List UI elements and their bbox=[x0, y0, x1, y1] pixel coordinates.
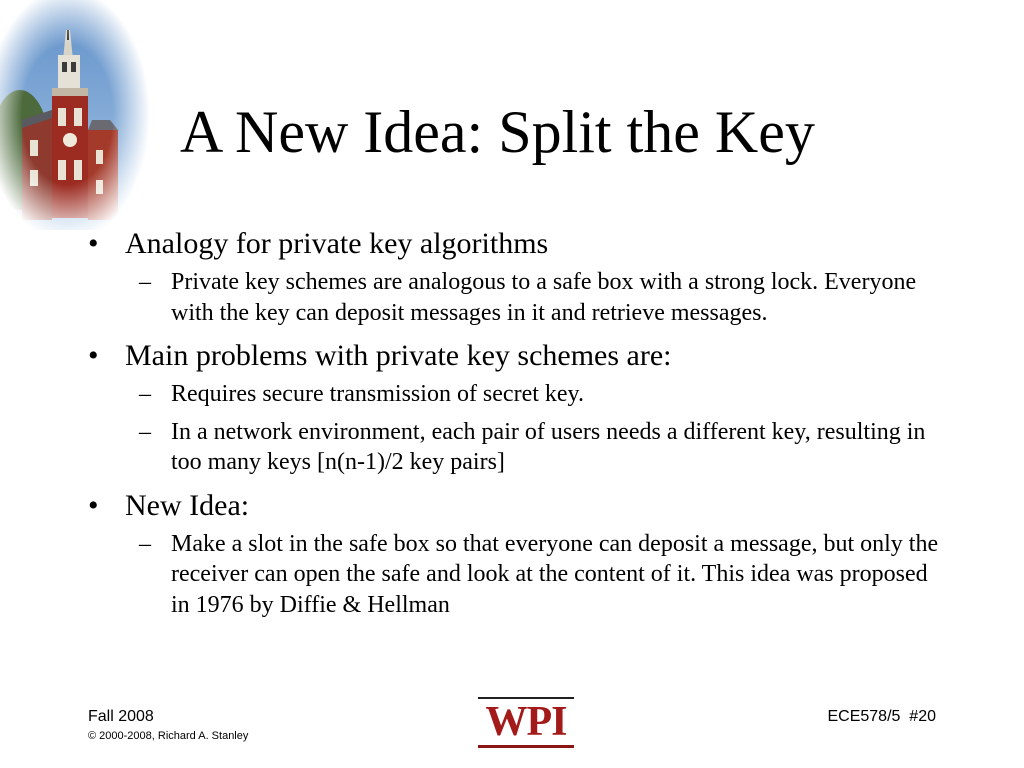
sub-bullet-dash: – bbox=[139, 418, 151, 445]
footer-left bbox=[88, 707, 248, 744]
clock-tower-photo bbox=[0, 0, 150, 230]
bullet-dot: • bbox=[88, 339, 99, 372]
bullet-dot: • bbox=[88, 227, 99, 260]
bullet-text: Main problems with private key schemes are: bbox=[125, 339, 672, 372]
sub-bullet-item bbox=[139, 529, 948, 621]
footer-term: Fall 2008 bbox=[88, 708, 154, 725]
bullet-item bbox=[88, 226, 948, 262]
sub-bullet-item bbox=[139, 417, 948, 478]
wpi-logo bbox=[478, 697, 574, 753]
footer-copyright: © 2000-2008, Richard A. Stanley bbox=[88, 730, 249, 742]
bullet-item bbox=[88, 488, 948, 524]
sub-bullet-dash: – bbox=[139, 269, 151, 295]
bullet-list bbox=[88, 226, 948, 620]
footer-course: ECE578/5 bbox=[827, 708, 901, 725]
bullet-text: New Idea: bbox=[125, 488, 250, 522]
sub-bullet-item bbox=[139, 267, 948, 328]
sub-bullet-item bbox=[139, 379, 948, 410]
sub-bullet-dash: – bbox=[139, 381, 151, 407]
sub-bullet-dash: – bbox=[139, 530, 151, 557]
logo-bottom-rule bbox=[478, 745, 574, 748]
slide-title: A New Idea: Split the Key bbox=[180, 99, 815, 165]
logo-wordmark: WPI bbox=[485, 699, 567, 745]
footer-right bbox=[827, 707, 936, 727]
bullet-dot: • bbox=[88, 488, 99, 522]
sub-bullet-text: Make a slot in the safe box so that everyone can deposit a message, but only the receiver can open the safe and look at the content of it. This idea was proposed in 1976 by Diffie & Hellman bbox=[171, 530, 939, 618]
footer-slide-number: #20 bbox=[909, 708, 936, 725]
bullet-item bbox=[88, 338, 948, 374]
sub-bullet-text: In a network environment, each pair of users needs a different key, resulting in too many keys [n(n-1)/2 key pairs] bbox=[171, 418, 926, 475]
sub-bullet-text: Private key schemes are analogous to a safe box with a strong lock. Everyone with the key can deposit messages in it and retrieve messages. bbox=[171, 269, 917, 326]
sub-bullet-text: Requires secure transmission of secret key. bbox=[171, 381, 584, 407]
bullet-text: Analogy for private key algorithms bbox=[125, 227, 549, 260]
